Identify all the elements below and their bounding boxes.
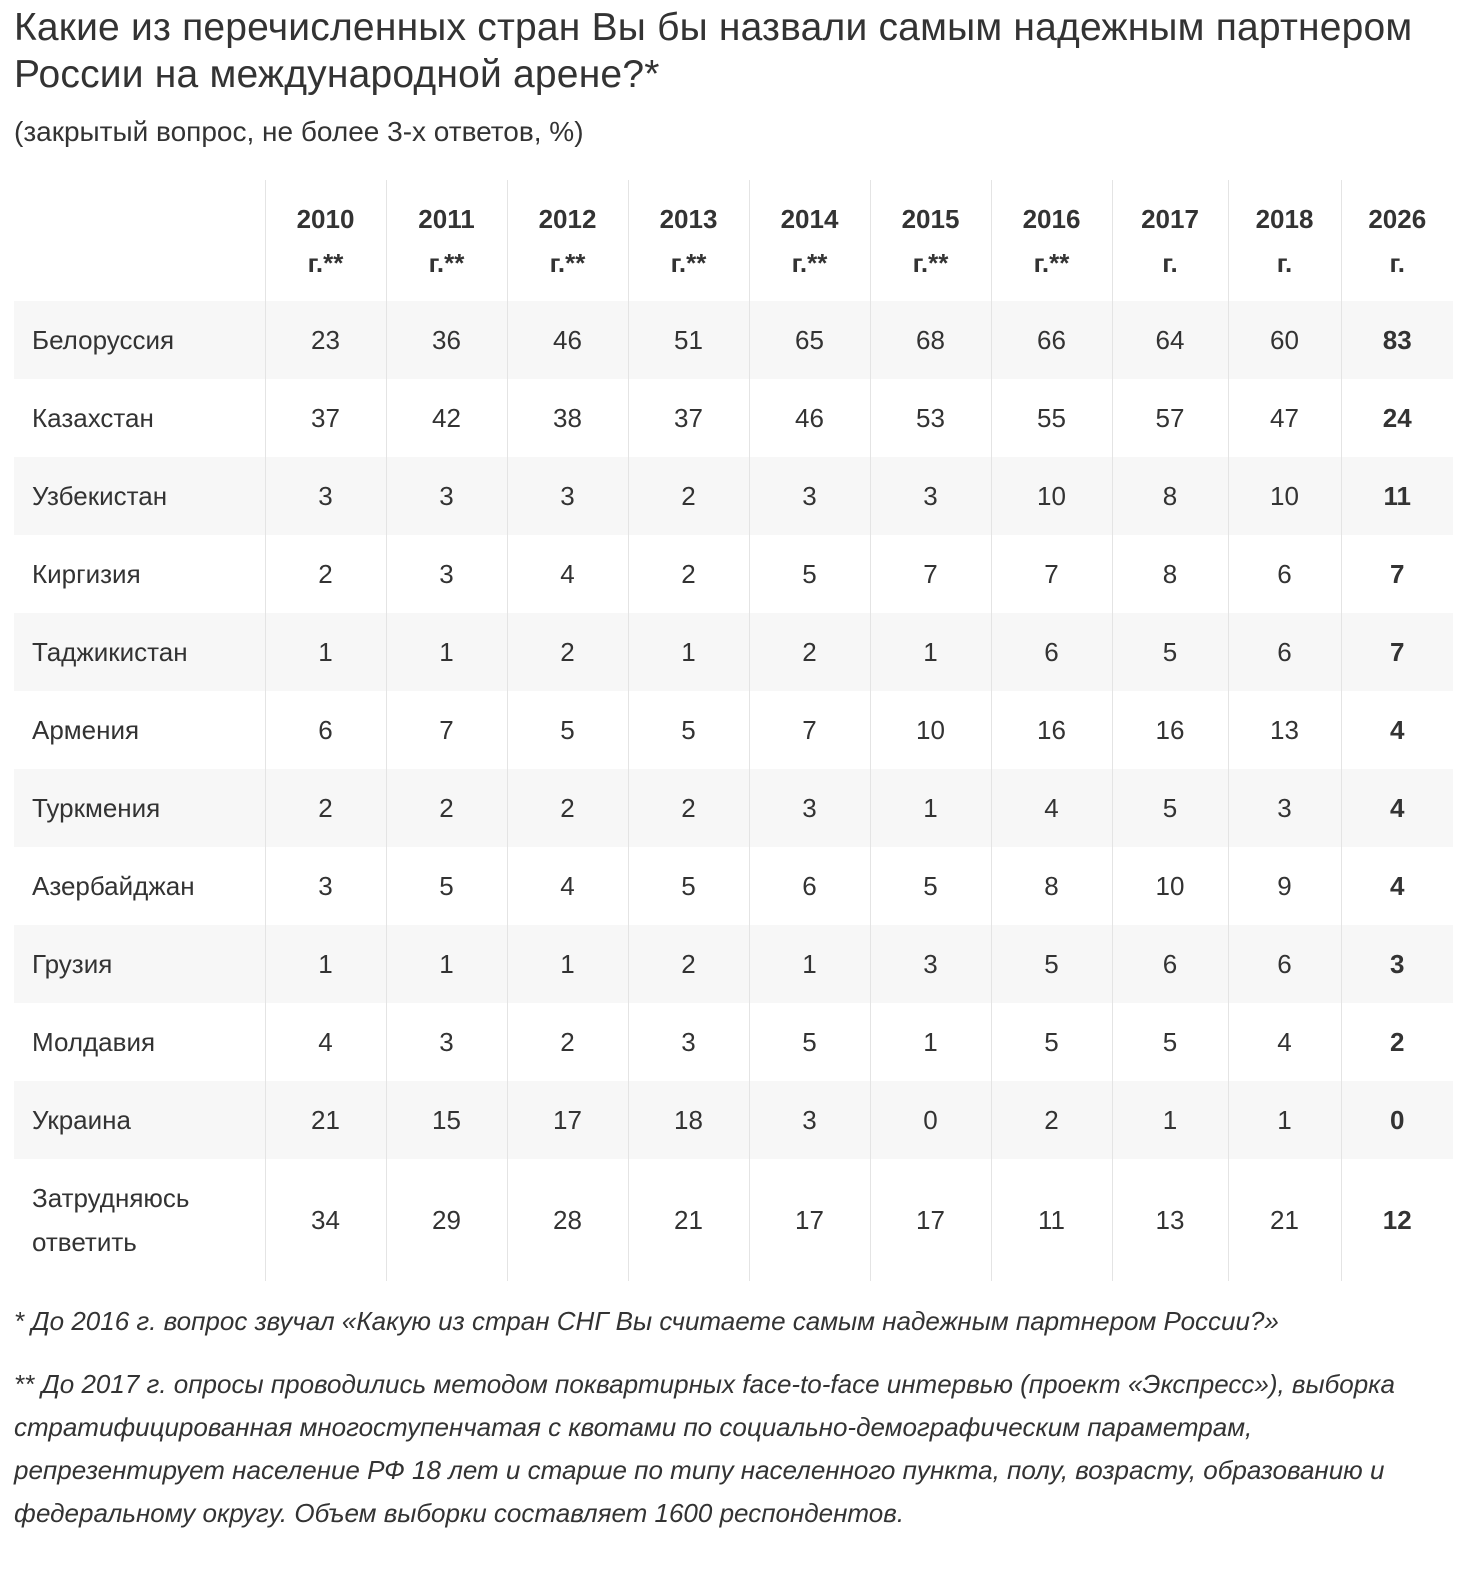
value-cell: 34	[265, 1159, 386, 1281]
table-row	[14, 1159, 1453, 1281]
table-row	[14, 379, 1453, 457]
value-cell: 11	[991, 1159, 1112, 1281]
value-cell: 1	[265, 613, 386, 691]
value-cell: 6	[265, 691, 386, 769]
value-cell: 3	[386, 535, 507, 613]
value-cell: 1	[1112, 1081, 1228, 1159]
row-label: Белоруссия	[14, 301, 265, 379]
column-header-2017	[1112, 180, 1228, 301]
row-label: Армения	[32, 715, 140, 745]
value-cell: 5	[1112, 769, 1228, 847]
value-cell: 2	[628, 925, 749, 1003]
table-row	[14, 1003, 1453, 1081]
column-year: 2026	[1368, 203, 1427, 234]
value-cell: 3	[265, 847, 386, 925]
value-cell: 29	[386, 1159, 507, 1281]
value-cell: 3	[386, 457, 507, 535]
value-cell: 16	[991, 691, 1112, 769]
row-label: Узбекистан	[14, 457, 265, 535]
page	[14, 0, 1454, 1528]
value-cell: 1	[507, 925, 628, 1003]
value-cell: 37	[628, 379, 749, 457]
value-cell: 68	[870, 301, 991, 379]
value-cell: 2	[749, 613, 870, 691]
column-year: 2010	[296, 203, 355, 234]
value-cell: 5	[749, 1003, 870, 1081]
table-row	[14, 613, 1453, 691]
row-label: Киргизия	[32, 559, 141, 589]
value-cell: 65	[749, 301, 870, 379]
value-cell: 4	[1341, 769, 1453, 847]
value-cell: 18	[628, 1081, 749, 1159]
value-cell: 8	[1112, 535, 1228, 613]
value-cell: 6	[991, 613, 1112, 691]
column-header-2014	[749, 180, 870, 301]
value-cell: 46	[507, 301, 628, 379]
value-cell: 3	[1341, 925, 1453, 1003]
value-cell: 13	[1228, 691, 1341, 769]
table-row	[14, 1081, 1453, 1159]
value-cell: 16	[1112, 691, 1228, 769]
value-cell: 5	[749, 535, 870, 613]
value-cell: 0	[1341, 1081, 1453, 1159]
value-cell: 10	[1228, 457, 1341, 535]
value-cell: 13	[1112, 1159, 1228, 1281]
value-cell: 10	[991, 457, 1112, 535]
value-cell: 4	[1341, 691, 1453, 769]
row-label-line: Затрудняюсь	[32, 1183, 190, 1213]
value-cell: 37	[265, 379, 386, 457]
row-label: Туркмения	[14, 769, 265, 847]
value-cell: 1	[628, 613, 749, 691]
value-cell: 24	[1341, 379, 1453, 457]
table-row	[14, 535, 1453, 613]
column-header-2026	[1341, 180, 1453, 301]
value-cell: 6	[1112, 925, 1228, 1003]
value-cell: 5	[870, 847, 991, 925]
column-year: 2012	[538, 203, 597, 234]
value-cell: 4	[991, 769, 1112, 847]
value-cell: 3	[507, 457, 628, 535]
value-cell: 55	[991, 379, 1112, 457]
value-cell: 83	[1341, 301, 1453, 379]
column-suffix: г.**	[912, 247, 949, 278]
value-cell: 1	[265, 925, 386, 1003]
value-cell: 2	[628, 457, 749, 535]
value-cell: 3	[749, 769, 870, 847]
column-suffix: г.**	[307, 247, 344, 278]
value-cell: 11	[1341, 457, 1453, 535]
value-cell: 3	[386, 1003, 507, 1081]
value-cell: 6	[1228, 535, 1341, 613]
value-cell: 1	[870, 1003, 991, 1081]
table-row	[14, 691, 1453, 769]
value-cell: 7	[991, 535, 1112, 613]
column-year: 2013	[659, 203, 718, 234]
column-suffix: г.**	[670, 247, 707, 278]
row-label	[14, 1159, 265, 1281]
chart-title: Какие из перечисленных стран Вы бы назвали самым надежным партнером России на международной арене?*	[14, 6, 1413, 96]
value-cell: 6	[749, 847, 870, 925]
column-year: 2016	[1022, 203, 1081, 234]
value-cell: 2	[265, 769, 386, 847]
value-cell: 2	[628, 535, 749, 613]
column-suffix: г.**	[1033, 247, 1070, 278]
value-cell: 8	[1112, 457, 1228, 535]
value-cell: 53	[870, 379, 991, 457]
value-cell: 21	[1228, 1159, 1341, 1281]
value-cell: 46	[749, 379, 870, 457]
header-label-cell	[14, 180, 265, 301]
column-suffix: г.**	[791, 247, 828, 278]
chart-subtitle: (закрытый вопрос, не более 3-х ответов, %)	[14, 116, 584, 147]
column-suffix: г.**	[549, 247, 586, 278]
value-cell: 3	[749, 1081, 870, 1159]
table-row	[14, 457, 1453, 535]
table-row	[14, 925, 1453, 1003]
row-label-line: ответить	[32, 1227, 137, 1257]
value-cell: 36	[386, 301, 507, 379]
value-cell: 57	[1112, 379, 1228, 457]
value-cell: 1	[749, 925, 870, 1003]
value-cell: 2	[507, 769, 628, 847]
value-cell: 10	[870, 691, 991, 769]
column-header-2010	[265, 180, 386, 301]
value-cell: 1	[870, 769, 991, 847]
value-cell: 5	[991, 1003, 1112, 1081]
value-cell: 60	[1228, 301, 1341, 379]
row-label: Таджикистан	[14, 613, 265, 691]
footnote-2: ** До 2017 г. опросы проводились методом поквартирных face-to-face интервью (проект «Экспресс»), выборка стратифицированная многоступенчатая с квотами по социально-демографическим параметрам, репрезентирует население РФ 18 лет и старше по типу населенного пункта, полу, возрасту, образованию и федеральному округу. Объем выборки составляет 1600 респондентов.	[14, 1369, 1395, 1528]
value-cell: 5	[1112, 613, 1228, 691]
value-cell: 7	[1341, 535, 1453, 613]
value-cell: 6	[1228, 613, 1341, 691]
value-cell: 51	[628, 301, 749, 379]
table-row	[14, 769, 1453, 847]
table-header-row	[14, 180, 1453, 301]
value-cell: 4	[265, 1003, 386, 1081]
value-cell: 1	[1228, 1081, 1341, 1159]
data-table	[14, 180, 1453, 1281]
value-cell: 2	[628, 769, 749, 847]
value-cell: 7	[386, 691, 507, 769]
value-cell: 3	[265, 457, 386, 535]
value-cell: 5	[1112, 1003, 1228, 1081]
value-cell: 15	[386, 1081, 507, 1159]
row-label: Украина	[14, 1081, 265, 1159]
value-cell: 21	[265, 1081, 386, 1159]
value-cell: 3	[749, 457, 870, 535]
value-cell: 66	[991, 301, 1112, 379]
column-header-2012	[507, 180, 628, 301]
value-cell: 5	[507, 691, 628, 769]
value-cell: 2	[507, 613, 628, 691]
value-cell: 17	[870, 1159, 991, 1281]
column-header-2018	[1228, 180, 1341, 301]
value-cell: 3	[1228, 769, 1341, 847]
value-cell: 4	[507, 847, 628, 925]
value-cell: 7	[749, 691, 870, 769]
column-suffix: г.**	[428, 247, 465, 278]
column-year: 2015	[901, 203, 960, 234]
value-cell: 2	[507, 1003, 628, 1081]
value-cell: 8	[991, 847, 1112, 925]
value-cell: 7	[1341, 613, 1453, 691]
value-cell: 4	[1228, 1003, 1341, 1081]
table-row	[14, 847, 1453, 925]
value-cell: 9	[1228, 847, 1341, 925]
value-cell: 2	[386, 769, 507, 847]
table-row	[14, 301, 1453, 379]
value-cell: 5	[628, 691, 749, 769]
value-cell: 10	[1112, 847, 1228, 925]
value-cell: 1	[870, 613, 991, 691]
value-cell: 0	[870, 1081, 991, 1159]
value-cell: 4	[507, 535, 628, 613]
value-cell: 5	[991, 925, 1112, 1003]
value-cell: 3	[870, 457, 991, 535]
row-label: Грузия	[14, 925, 265, 1003]
value-cell: 2	[1341, 1003, 1453, 1081]
value-cell: 3	[628, 1003, 749, 1081]
footnote-1: * До 2016 г. вопрос звучал «Какую из стран СНГ Вы считаете самым надежным партнером России?»	[14, 1306, 1279, 1336]
value-cell: 17	[749, 1159, 870, 1281]
value-cell: 64	[1112, 301, 1228, 379]
value-cell: 3	[870, 925, 991, 1003]
value-cell: 4	[1341, 847, 1453, 925]
column-suffix: г.	[1276, 247, 1293, 278]
value-cell: 2	[265, 535, 386, 613]
value-cell: 5	[628, 847, 749, 925]
row-label: Молдавия	[32, 1027, 156, 1057]
column-header-2015	[870, 180, 991, 301]
value-cell: 12	[1341, 1159, 1453, 1281]
table-body	[14, 301, 1453, 1281]
column-header-2016	[991, 180, 1112, 301]
value-cell: 28	[507, 1159, 628, 1281]
value-cell: 17	[507, 1081, 628, 1159]
footnotes	[14, 1300, 1459, 1535]
column-suffix: г.	[1389, 247, 1405, 278]
row-label: Казахстан	[32, 403, 154, 433]
column-year: 2018	[1255, 203, 1314, 234]
value-cell: 1	[386, 925, 507, 1003]
value-cell: 7	[870, 535, 991, 613]
column-header-2013	[628, 180, 749, 301]
column-suffix: г.	[1162, 247, 1178, 278]
value-cell: 21	[628, 1159, 749, 1281]
column-year: 2017	[1141, 203, 1199, 234]
value-cell: 2	[991, 1081, 1112, 1159]
value-cell: 1	[386, 613, 507, 691]
value-cell: 42	[386, 379, 507, 457]
value-cell: 23	[265, 301, 386, 379]
column-year: 2014	[780, 203, 839, 234]
value-cell: 47	[1228, 379, 1341, 457]
value-cell: 5	[386, 847, 507, 925]
row-label: Азербайджан	[32, 871, 195, 901]
column-header-2011	[386, 180, 507, 301]
value-cell: 6	[1228, 925, 1341, 1003]
value-cell: 38	[507, 379, 628, 457]
column-year: 2011	[418, 203, 475, 234]
